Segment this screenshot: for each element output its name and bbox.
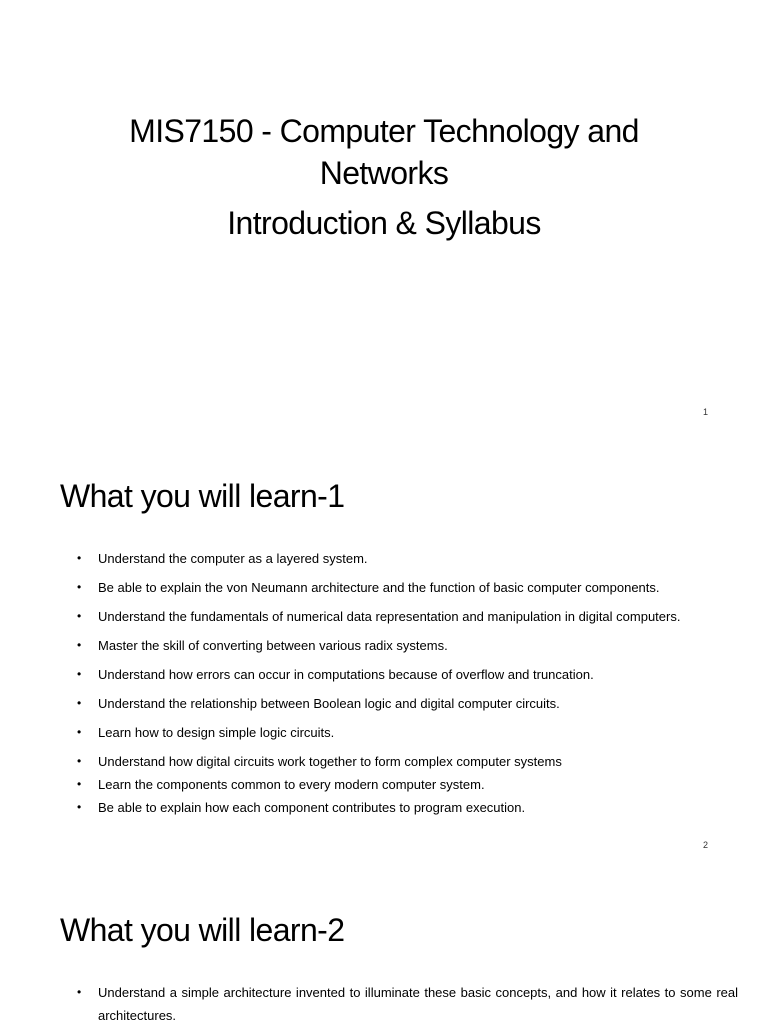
list-item: • Understand the fundamentals of numerical data representation and manipulation in digital computers.: [98, 605, 738, 628]
list-item: • Understand a simple architecture invented to illuminate these basic concepts, and how it relates to some real architectures.: [98, 981, 738, 1024]
list-item: • Understand how errors can occur in computations because of overflow and truncation.: [98, 663, 738, 686]
list-item: • Master the skill of converting between various radix systems.: [98, 634, 738, 657]
slide-subtitle: Introduction & Syllabus: [227, 205, 541, 241]
list-item: • Learn how to design simple logic circuits.: [98, 721, 738, 744]
slide-number: 2: [702, 840, 708, 850]
list-item: • Be able to explain the von Neumann architecture and the function of basic computer components.: [98, 576, 738, 599]
slide-1: [0, 0, 768, 430]
list-item: • Understand the computer as a layered system.: [98, 547, 738, 570]
slide-3: [0, 860, 768, 1024]
slide-number: 1: [702, 407, 708, 417]
slide-title: MIS7150 - Computer Technology and Networks: [129, 113, 639, 191]
list-item: • Understand how digital circuits work together to form complex computer systems: [98, 750, 738, 773]
slide-2: [0, 430, 768, 860]
list-item: • Understand the relationship between Boolean logic and digital computer circuits.: [98, 692, 738, 715]
list-item: • Learn the components common to every modern computer system.: [98, 773, 738, 796]
slide-heading: What you will learn-1: [60, 478, 345, 514]
slide-heading: What you will learn-2: [60, 912, 345, 948]
list-item: • Be able to explain how each component contributes to program execution.: [98, 796, 738, 819]
bullet-list: [98, 547, 738, 819]
bullet-list: [98, 981, 738, 1024]
